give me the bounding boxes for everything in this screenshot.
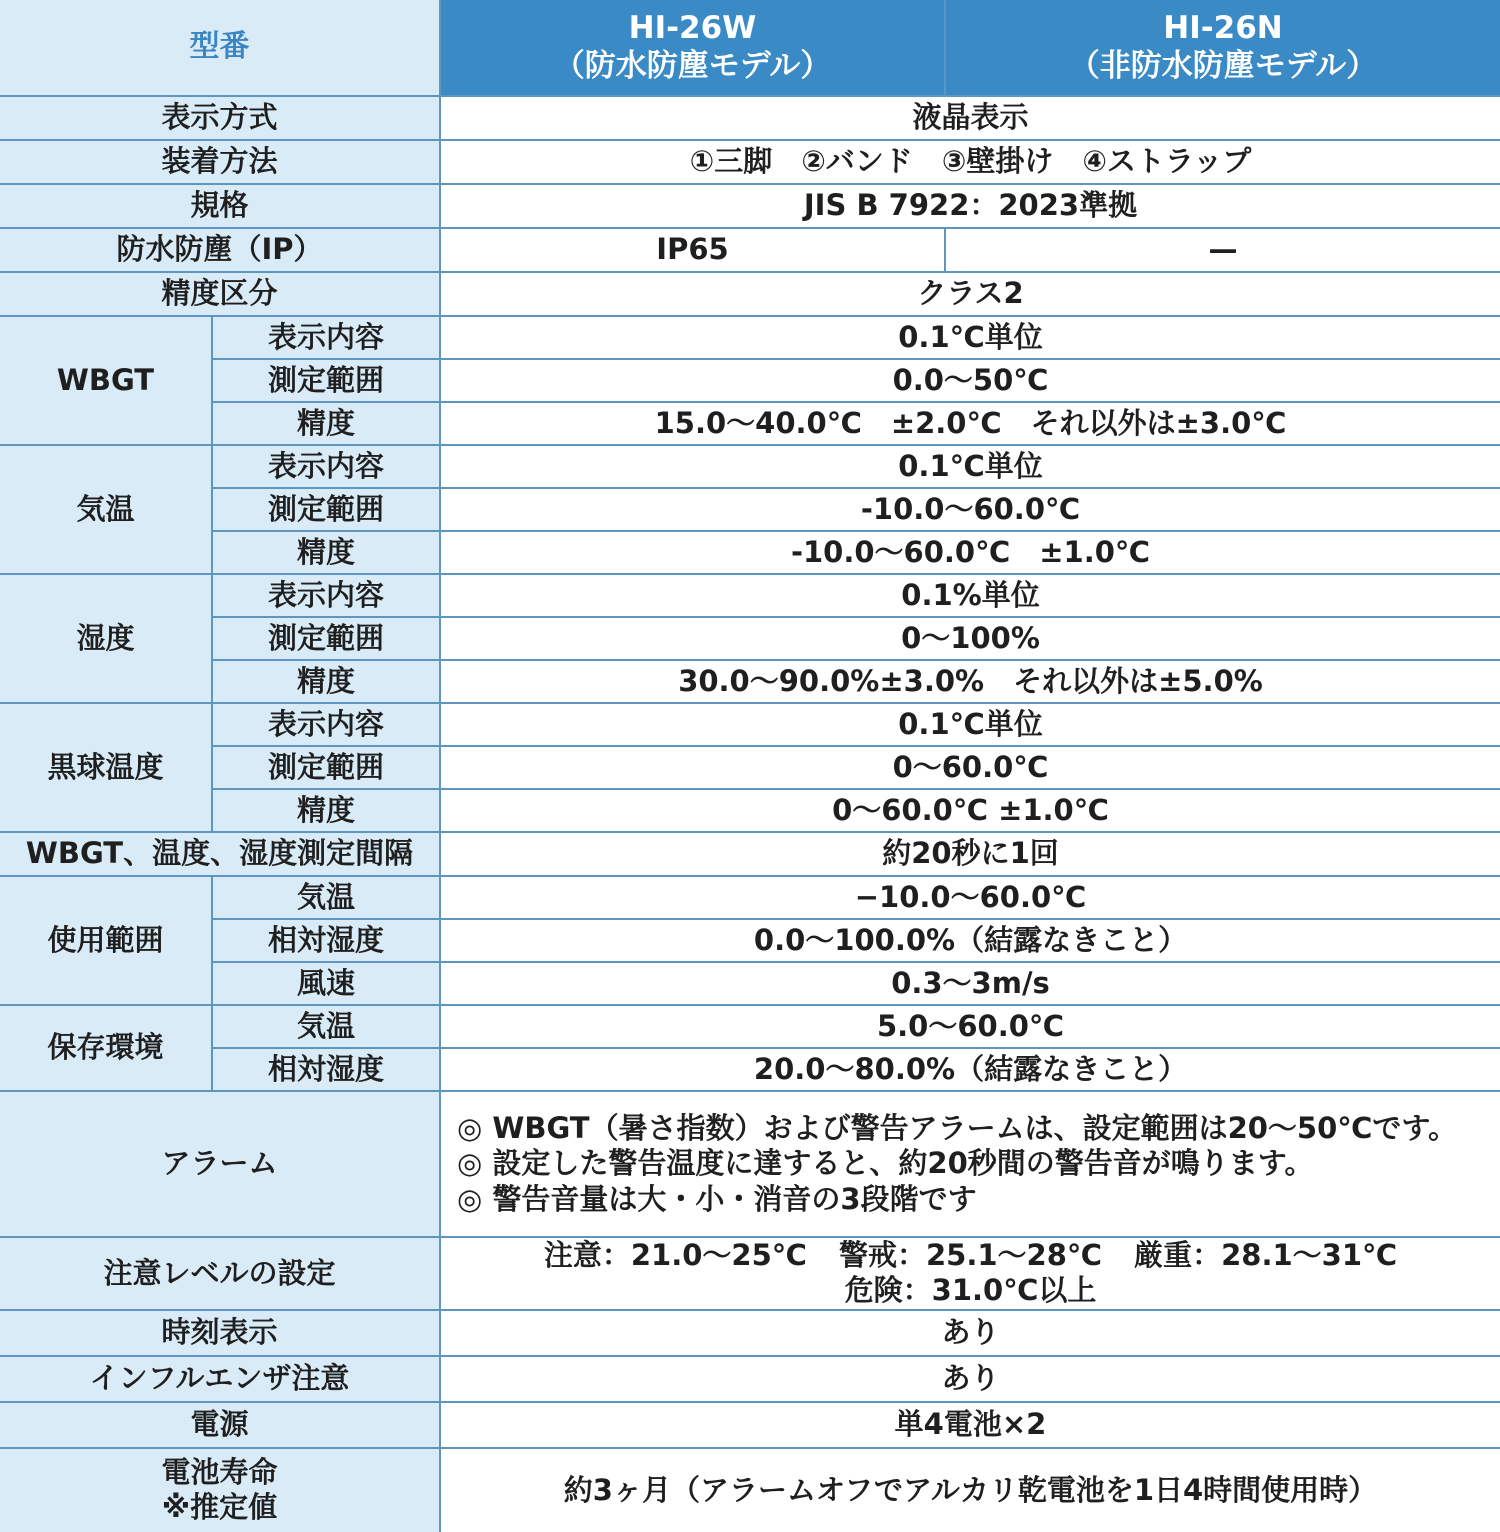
- wbgt-display-value: 0.1℃単位: [440, 316, 1500, 359]
- table-row: [0, 832, 1500, 876]
- temp-group-label: 気温: [0, 445, 212, 574]
- display-method-label: 表示方式: [0, 96, 440, 140]
- model-hi26n-header: [945, 0, 1500, 96]
- table-row: [0, 228, 1500, 272]
- table-row: [0, 316, 1500, 359]
- display-method-value: 液晶表示: [440, 96, 1500, 140]
- levels-label: 注意レベルの設定: [0, 1237, 440, 1310]
- wbgt-range-label: 測定範囲: [212, 359, 440, 402]
- humidity-display-value: 0.1%単位: [440, 574, 1500, 617]
- temp-accuracy-value: -10.0〜60.0℃ ±1.0℃: [440, 531, 1500, 574]
- table-row: [0, 919, 1500, 962]
- level-warning: 警戒：25.1〜28℃: [838, 1238, 1103, 1272]
- model-hi26w-name: HI-26W: [628, 9, 757, 46]
- mount-method-value: ①三脚 ②バンド ③壁掛け ④ストラップ: [440, 140, 1500, 184]
- temp-display-value: 0.1℃単位: [440, 445, 1500, 488]
- alarm-description: [440, 1091, 1500, 1237]
- table-row: [0, 1237, 1500, 1310]
- model-hi26n-sub: （非防水防塵モデル）: [1068, 47, 1378, 84]
- globe-accuracy-label: 精度: [212, 789, 440, 832]
- table-row: [0, 1356, 1500, 1402]
- usage-wind-value: 0.3〜3m/s: [440, 962, 1500, 1005]
- standard-value: JIS B 7922：2023準拠: [440, 184, 1500, 228]
- alarm-line: ◎ 設定した警告温度に達すると、約20秒間の警告音が鳴ります。: [457, 1146, 1314, 1181]
- battery-life-label-note: ※推定値: [161, 1490, 278, 1525]
- globe-range-value: 0〜60.0℃: [440, 746, 1500, 789]
- humidity-display-label: 表示内容: [212, 574, 440, 617]
- table-row: [0, 617, 1500, 660]
- globe-range-label: 測定範囲: [212, 746, 440, 789]
- globe-accuracy-value: 0〜60.0℃ ±1.0℃: [440, 789, 1500, 832]
- table-row: [0, 272, 1500, 316]
- interval-label: WBGT、温度、湿度測定間隔: [0, 832, 440, 876]
- level-caution: 注意：21.0〜25℃: [543, 1238, 807, 1272]
- alarm-label: アラーム: [0, 1091, 440, 1237]
- humidity-range-value: 0〜100%: [440, 617, 1500, 660]
- model-hi26w-sub: （防水防塵モデル）: [553, 47, 832, 84]
- table-row: [0, 703, 1500, 746]
- level-danger: 危険：31.0℃以上: [844, 1273, 1097, 1308]
- storage-temp-label: 気温: [212, 1005, 440, 1048]
- table-row: [0, 445, 1500, 488]
- battery-life-label-main: 電池寿命: [161, 1454, 278, 1489]
- battery-life-label: [0, 1448, 440, 1532]
- table-row: [0, 359, 1500, 402]
- globe-group-label: 黒球温度: [0, 703, 212, 832]
- interval-value: 約20秒に1回: [440, 832, 1500, 876]
- globe-display-label: 表示内容: [212, 703, 440, 746]
- table-row: [0, 1402, 1500, 1448]
- ip-label: 防水防塵（IP）: [0, 228, 440, 272]
- wbgt-range-value: 0.0〜50℃: [440, 359, 1500, 402]
- standard-label: 規格: [0, 184, 440, 228]
- usage-humidity-label: 相対湿度: [212, 919, 440, 962]
- temp-display-label: 表示内容: [212, 445, 440, 488]
- level-severe: 厳重：28.1〜31℃: [1134, 1238, 1398, 1272]
- alarm-line: ◎ 警告音量は大・小・消音の3段階です: [457, 1181, 977, 1216]
- temp-accuracy-label: 精度: [212, 531, 440, 574]
- table-row: [0, 531, 1500, 574]
- table-row: [0, 184, 1500, 228]
- humidity-group-label: 湿度: [0, 574, 212, 703]
- table-row: [0, 1005, 1500, 1048]
- clock-label: 時刻表示: [0, 1310, 440, 1356]
- usage-temp-label: 気温: [212, 876, 440, 919]
- table-row: [0, 96, 1500, 140]
- storage-group-label: 保存環境: [0, 1005, 212, 1091]
- power-value: 単4電池×2: [440, 1402, 1500, 1448]
- table-row: [0, 488, 1500, 531]
- model-header-label: 型番: [0, 0, 440, 96]
- storage-humidity-value: 20.0〜80.0%（結露なきこと）: [440, 1048, 1500, 1091]
- influenza-value: あり: [440, 1356, 1500, 1402]
- table-row: [0, 574, 1500, 617]
- levels-value: [440, 1237, 1500, 1310]
- humidity-range-label: 測定範囲: [212, 617, 440, 660]
- accuracy-class-value: クラス2: [440, 272, 1500, 316]
- usage-humidity-value: 0.0〜100.0%（結露なきこと）: [440, 919, 1500, 962]
- table-header-row: [0, 0, 1500, 96]
- alarm-line: ◎ WBGT（暑さ指数）および警告アラームは、設定範囲は20〜50℃です。: [457, 1110, 1458, 1145]
- table-row: [0, 1310, 1500, 1356]
- table-row: [0, 140, 1500, 184]
- table-row: [0, 962, 1500, 1005]
- table-row: [0, 1048, 1500, 1091]
- table-row: [0, 1448, 1500, 1532]
- usage-group-label: 使用範囲: [0, 876, 212, 1005]
- clock-value: あり: [440, 1310, 1500, 1356]
- wbgt-display-label: 表示内容: [212, 316, 440, 359]
- battery-life-value: 約3ヶ月（アラームオフでアルカリ乾電池を1日4時間使用時）: [440, 1448, 1500, 1532]
- humidity-accuracy-label: 精度: [212, 660, 440, 703]
- model-hi26n-name: HI-26N: [1163, 9, 1283, 46]
- table-row: [0, 402, 1500, 445]
- power-label: 電源: [0, 1402, 440, 1448]
- temp-range-label: 測定範囲: [212, 488, 440, 531]
- table-row: [0, 1091, 1500, 1237]
- model-hi26w-header: [440, 0, 945, 96]
- table-row: [0, 746, 1500, 789]
- storage-humidity-label: 相対湿度: [212, 1048, 440, 1091]
- usage-wind-label: 風速: [212, 962, 440, 1005]
- humidity-accuracy-value: 30.0〜90.0%±3.0% それ以外は±5.0%: [440, 660, 1500, 703]
- influenza-label: インフルエンザ注意: [0, 1356, 440, 1402]
- wbgt-accuracy-label: 精度: [212, 402, 440, 445]
- table-row: [0, 660, 1500, 703]
- mount-method-label: 装着方法: [0, 140, 440, 184]
- wbgt-accuracy-value: 15.0〜40.0℃ ±2.0℃ それ以外は±3.0℃: [440, 402, 1500, 445]
- accuracy-class-label: 精度区分: [0, 272, 440, 316]
- wbgt-group-label: WBGT: [0, 316, 212, 445]
- globe-display-value: 0.1℃単位: [440, 703, 1500, 746]
- storage-temp-value: 5.0〜60.0℃: [440, 1005, 1500, 1048]
- ip-value-hi26w: IP65: [440, 228, 945, 272]
- table-row: [0, 789, 1500, 832]
- table-row: [0, 876, 1500, 919]
- temp-range-value: -10.0〜60.0℃: [440, 488, 1500, 531]
- ip-value-hi26n: —: [945, 228, 1500, 272]
- usage-temp-value: −10.0〜60.0℃: [440, 876, 1500, 919]
